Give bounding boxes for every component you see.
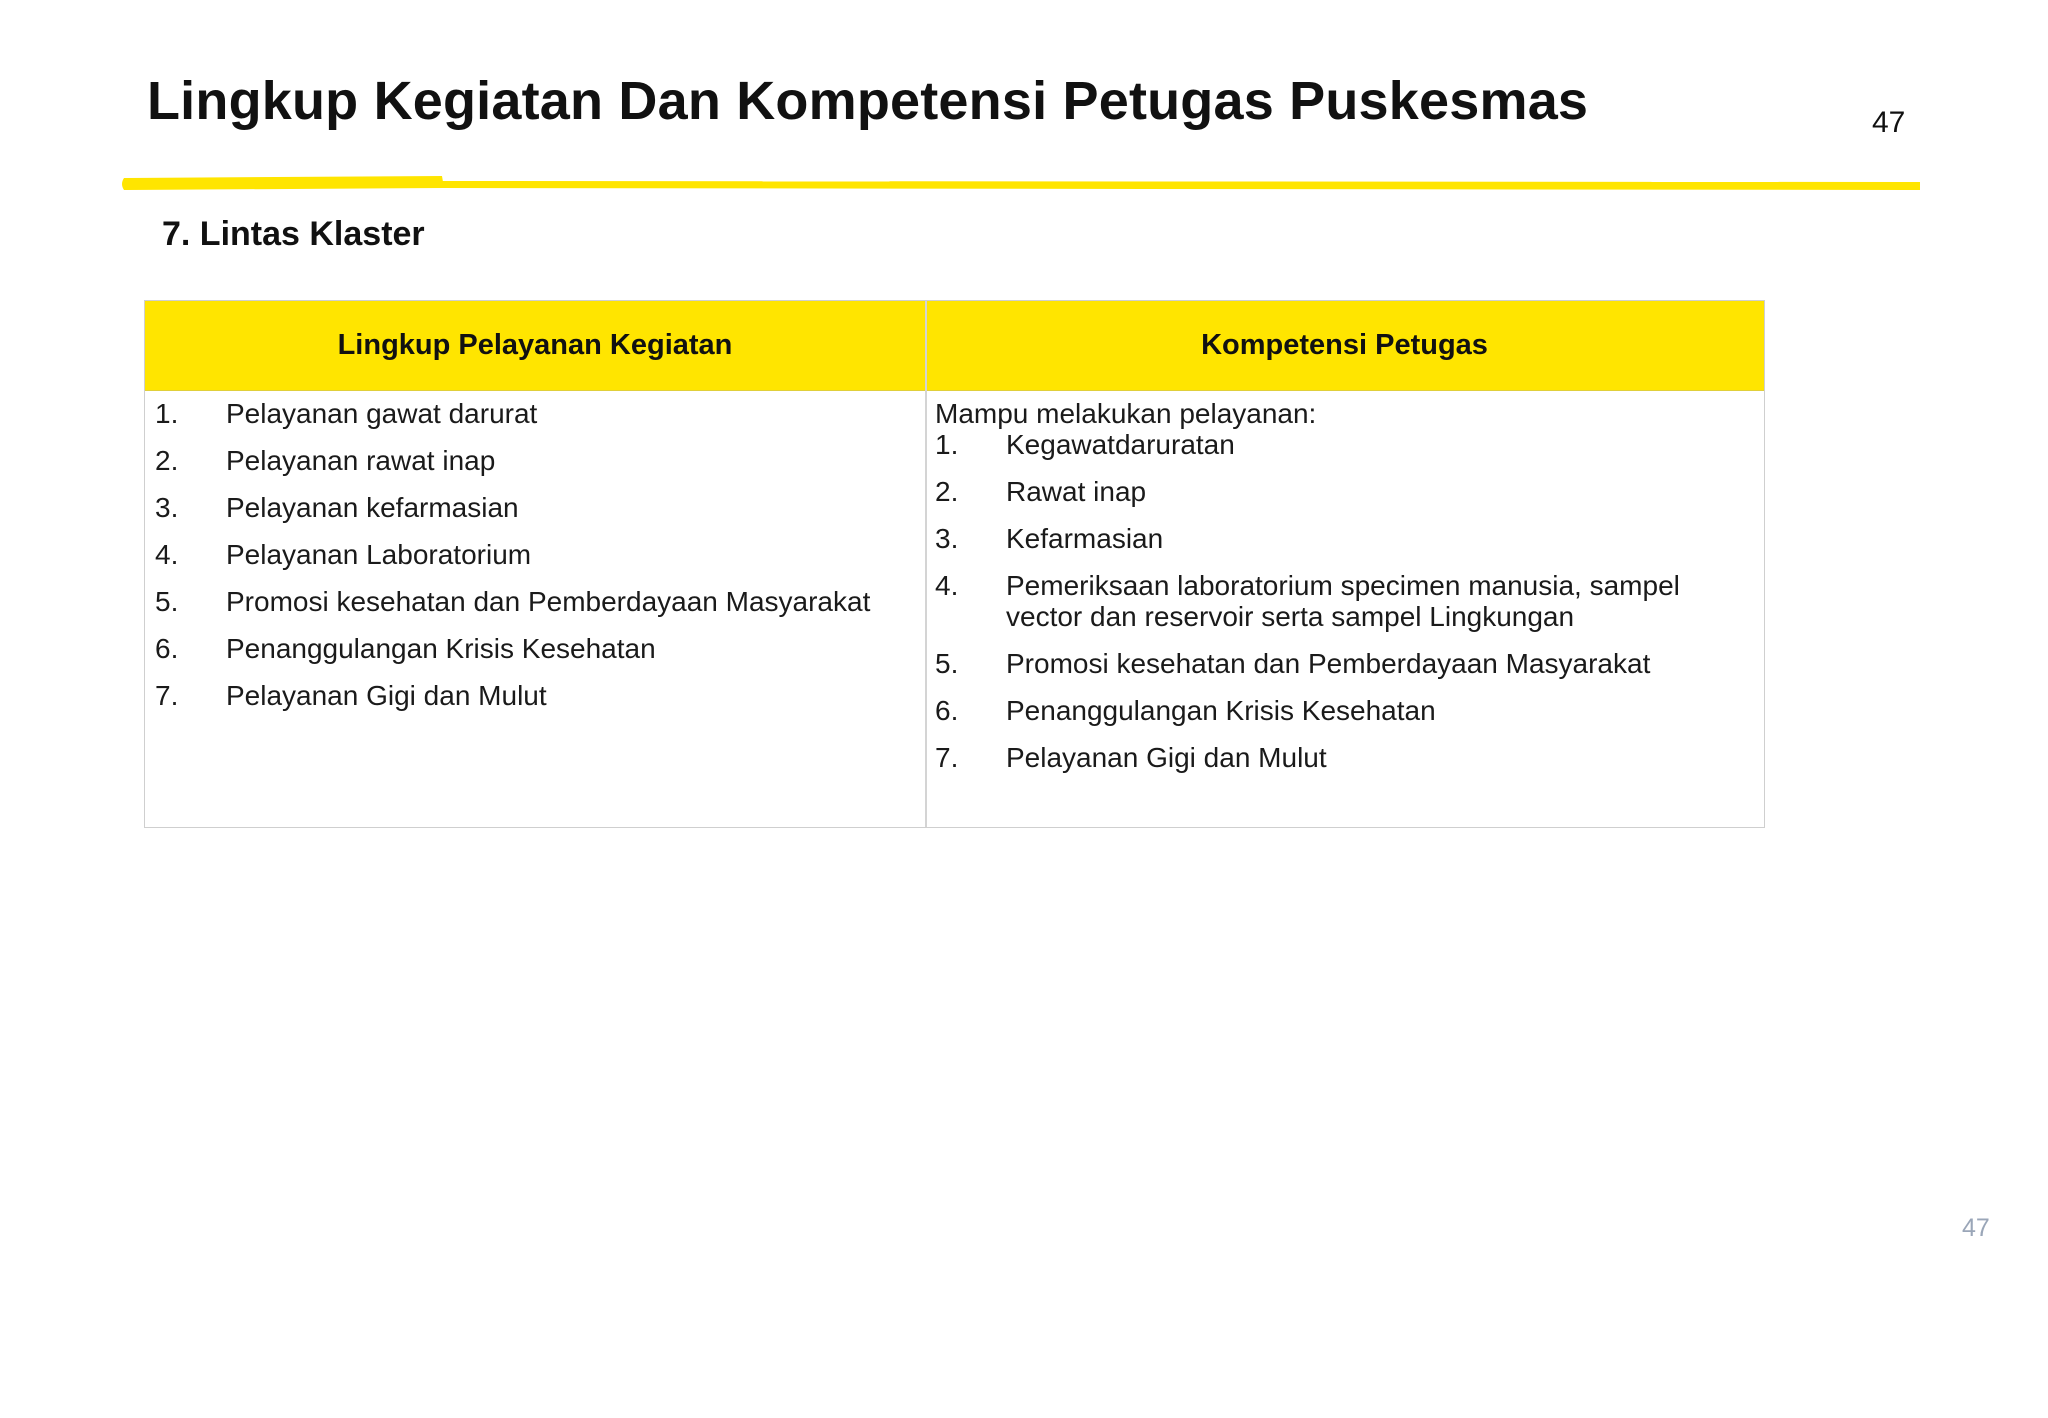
list-item: 4. Pemeriksaan laboratorium specimen manusia, sampel vector dan reservoir serta sampel Lingkungan xyxy=(935,570,1680,632)
list-item: 3. Pelayanan kefarmasian xyxy=(155,492,519,523)
list-item: 4. Pelayanan Laboratorium xyxy=(155,539,532,570)
column-divider xyxy=(925,301,927,827)
slide-title: Lingkup Kegiatan Dan Kompetensi Petugas Puskesmas xyxy=(147,71,1589,131)
page-number-bottom: 47 xyxy=(1962,1214,1990,1242)
header-lingkup-pelayanan: Lingkup Pelayanan Kegiatan xyxy=(337,329,733,361)
title-underline-rule xyxy=(120,168,1920,194)
competency-intro: Mampu melakukan pelayanan: xyxy=(935,398,1317,429)
list-item: 7. Pelayanan Gigi dan Mulut xyxy=(935,742,1327,773)
list-item: 1. Kegawatdaruratan xyxy=(935,429,1235,460)
table-header-row xyxy=(145,301,1764,391)
list-item: 2. Pelayanan rawat inap xyxy=(155,445,496,476)
list-item: 1. Pelayanan gawat darurat xyxy=(155,398,538,429)
list-item: 3. Kefarmasian xyxy=(935,523,1164,554)
list-item: 5. Promosi kesehatan dan Pemberdayaan Masyarakat xyxy=(155,586,871,617)
list-item: 6. Penanggulangan Krisis Kesehatan xyxy=(155,633,656,664)
right-column-cell xyxy=(935,390,1755,789)
list-item: 7. Pelayanan Gigi dan Mulut xyxy=(155,680,547,711)
list-item: 5. Promosi kesehatan dan Pemberdayaan Masyarakat xyxy=(935,648,1651,679)
page-number-top: 47 xyxy=(1872,106,1906,139)
section-title: 7. Lintas Klaster xyxy=(162,215,425,253)
left-column-cell xyxy=(155,390,915,727)
service-scope-list xyxy=(155,398,915,711)
list-item: 2. Rawat inap xyxy=(935,476,1147,507)
competency-list xyxy=(935,429,1755,773)
header-kompetensi-petugas: Kompetensi Petugas xyxy=(1201,329,1488,361)
list-item: 6. Penanggulangan Krisis Kesehatan xyxy=(935,695,1436,726)
competency-table xyxy=(144,300,1765,828)
